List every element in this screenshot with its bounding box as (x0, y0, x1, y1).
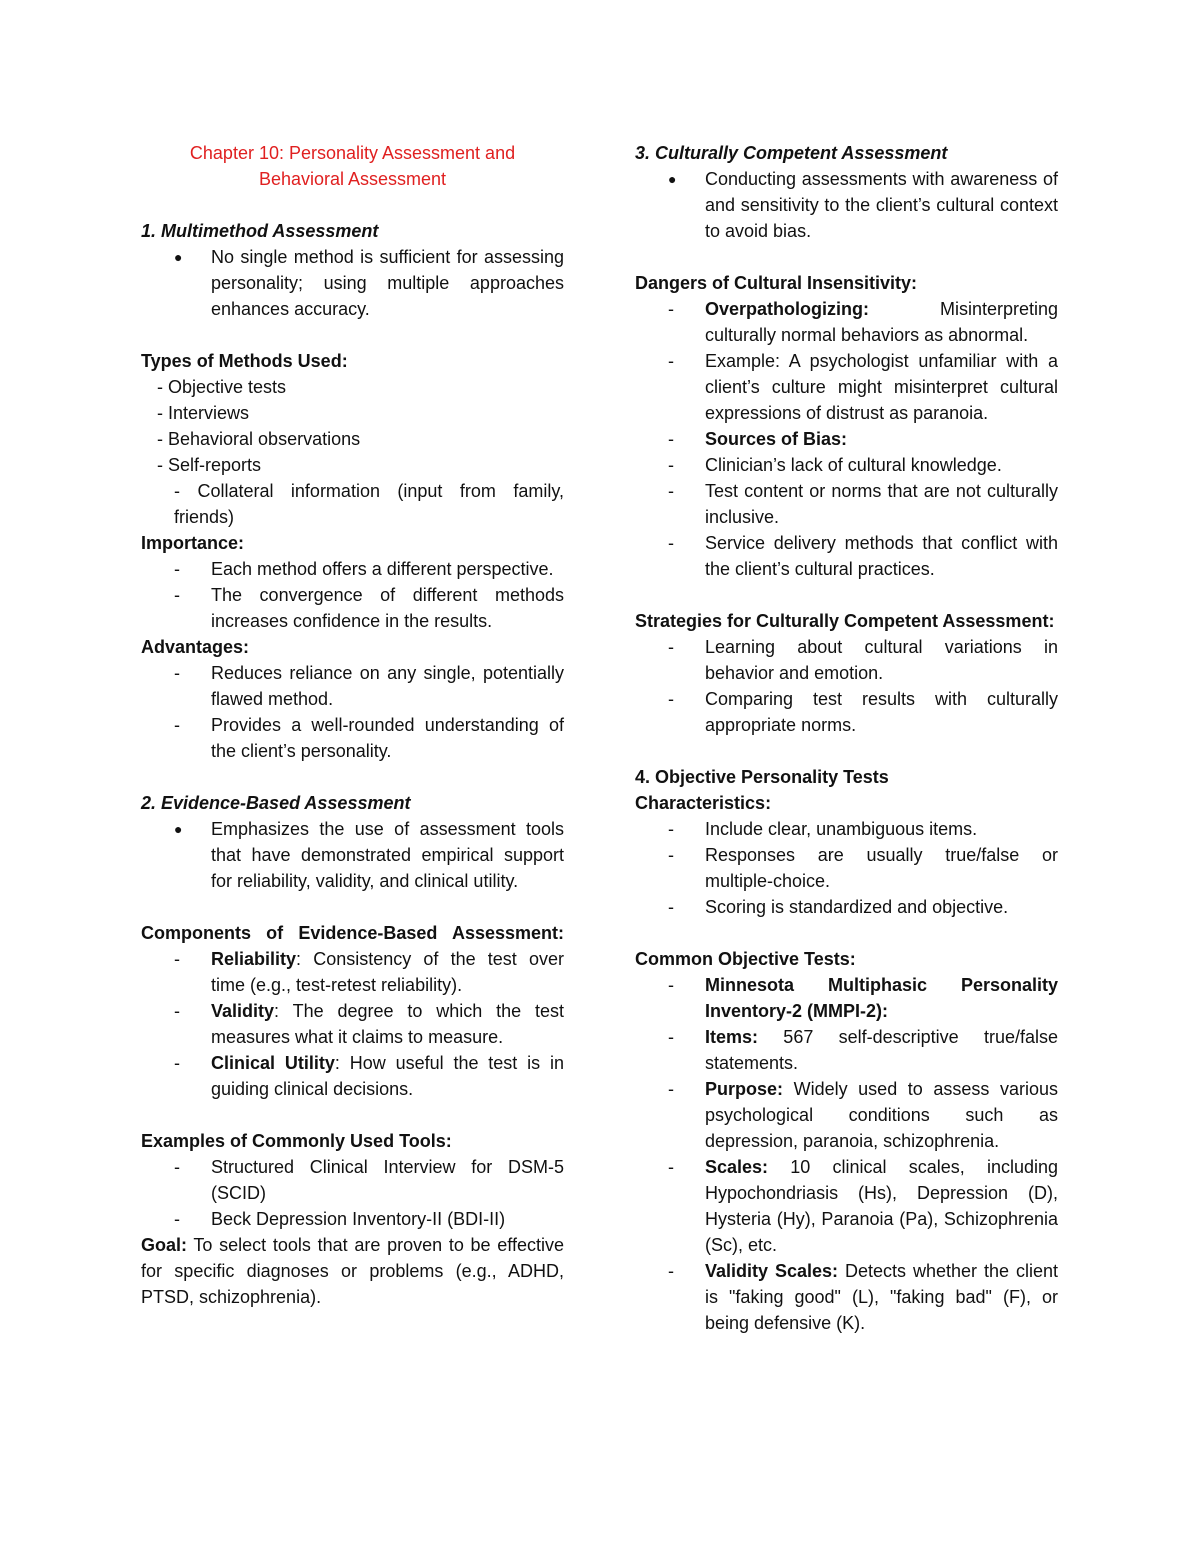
list-item: - Scales: 10 clinical scales, including Hypochondriasis (Hs), Depression (D), Hysteria (Hy), Paranoia (Pa), Schizophrenia (Sc), etc. (668, 1157, 1058, 1255)
list-item: - Provides a well-rounded understanding of the client’s personality. (174, 715, 564, 761)
list-item: ● No single method is sufficient for assessing personality; using multiple approaches enhances accuracy. (174, 247, 564, 319)
goal-paragraph: Goal: To select tools that are proven to be effective for specific diagnoses or problems (e.g., ADHD, PTSD, schizophrenia). (141, 1235, 564, 1307)
list-item: ● Emphasizes the use of assessment tools that have demonstrated empirical support for reliability, validity, and clinical utility. (174, 819, 564, 891)
list-item: - Reliability: Consistency of the test over time (e.g., test-retest reliability). (174, 949, 564, 995)
list-item: - Self-reports (157, 455, 262, 475)
list-item: - Responses are usually true/false or multiple-choice. (668, 845, 1058, 891)
common-tests-heading: Common Objective Tests: (635, 949, 856, 969)
list-item: - Sources of Bias: (668, 429, 848, 449)
chapter-title-line1: Chapter 10: Personality Assessment and (189, 143, 516, 163)
section-4-heading: 4. Objective Personality Tests (635, 767, 889, 787)
list-item: - Include clear, unambiguous items. (668, 819, 978, 839)
list-item: - Interviews (157, 403, 250, 423)
list-item: - Validity Scales: Detects whether the client is "faking good" (L), "faking bad" (F), or being defensive (K). (668, 1261, 1059, 1333)
list-item: - Structured Clinical Interview for DSM-5 (SCID) (174, 1157, 564, 1203)
list-item: - The convergence of different methods increases confidence in the results. (174, 585, 564, 631)
list-item: - Clinician’s lack of cultural knowledge. (668, 455, 1002, 475)
list-item: - Minnesota Multiphasic Personality Inventory-2 (MMPI-2): (668, 975, 1058, 1021)
list-item: - Example: A psychologist unfamiliar with a client’s culture might misinterpret cultural expressions of distrust as paranoia. (668, 351, 1058, 423)
importance-heading: Importance: (141, 533, 245, 553)
chapter-title-line2: Behavioral Assessment (258, 169, 447, 189)
list-item: - Validity: The degree to which the test measures what it claims to measure. (174, 1001, 564, 1047)
types-heading: Types of Methods Used: (141, 351, 348, 371)
advantages-heading: Advantages: (141, 637, 250, 657)
examples-heading: Examples of Commonly Used Tools: (141, 1131, 452, 1151)
section-3-heading: 3. Culturally Competent Assessment (635, 143, 948, 163)
list-item: - Learning about cultural variations in behavior and emotion. (668, 637, 1058, 683)
list-item: - Collateral information (input from family, friends) (174, 481, 564, 527)
dangers-heading: Dangers of Cultural Insensitivity: (635, 273, 918, 293)
section-2-heading: 2. Evidence-Based Assessment (141, 793, 411, 813)
left-column (141, 140, 564, 1310)
list-item: - Behavioral observations (157, 429, 361, 449)
list-item: - Items: 567 self-descriptive true/false statements. (668, 1027, 1058, 1073)
list-item: - Scoring is standardized and objective. (668, 897, 1009, 917)
characteristics-heading: Characteristics: (635, 793, 772, 813)
list-item: - Overpathologizing: Misinterpreting culturally normal behaviors as abnormal. (668, 299, 1058, 345)
list-item: - Service delivery methods that conflict with the client’s cultural practices. (668, 533, 1058, 579)
list-item: - Clinical Utility: How useful the test is in guiding clinical decisions. (174, 1053, 565, 1099)
section-1-heading: 1. Multimethod Assessment (141, 221, 379, 241)
list-item: ● Conducting assessments with awareness of and sensitivity to the client’s cultural context to avoid bias. (668, 169, 1058, 241)
list-item: - Objective tests (157, 377, 287, 397)
list-item: - Test content or norms that are not culturally inclusive. (668, 481, 1058, 527)
list-item: - Reduces reliance on any single, potentially flawed method. (174, 663, 564, 709)
list-item: - Each method offers a different perspective. (174, 559, 554, 579)
list-item: - Purpose: Widely used to assess various psychological conditions such as depression, paranoia, schizophrenia. (668, 1079, 1058, 1151)
strategies-heading: Strategies for Culturally Competent Assessment: (635, 611, 1055, 631)
list-item: - Comparing test results with culturally appropriate norms. (668, 689, 1058, 735)
right-column (635, 140, 1058, 1336)
components-heading: Components of Evidence-Based Assessment: (141, 923, 564, 943)
list-item: - Beck Depression Inventory-II (BDI-II) (174, 1209, 506, 1229)
